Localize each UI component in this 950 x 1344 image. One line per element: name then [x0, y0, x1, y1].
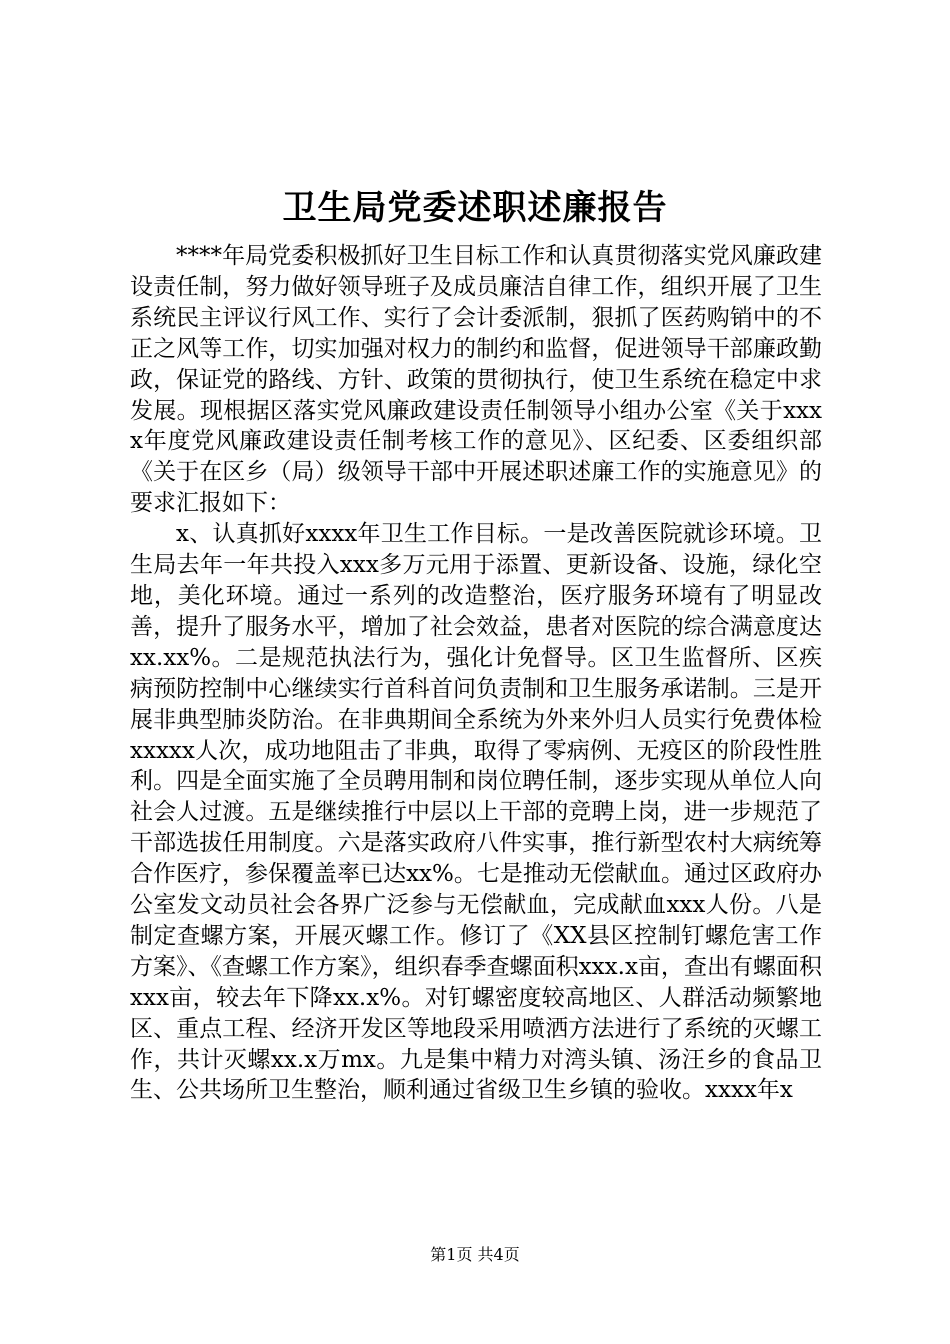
- document-body: [130, 241, 822, 1106]
- document-title: 卫生局党委述职述廉报告: [282, 188, 668, 228]
- page-number-footer: 第1页 共4页: [430, 1245, 520, 1264]
- paragraph-intro: ****年局党委积极抓好卫生目标工作和认真贯彻落实党风廉政建设责任制，努力做好领导班子及成员廉洁自律工作，组织开展了卫生系统民主评议行风工作、实行了会计委派制，狠抓了医药购销中的不正之风等工作，切实加强对权力的制约和监督，促进领导干部廉政勤政，保证党的路线、方针、政策的贯彻执行，使卫生系统在稳定中求发展。现根据区落实党风廉政建设责任制领导小组办公室《关于xxxx年度党风廉政建设责任制考核工作的意见》、区纪委、区委组织部《关于在区乡（局）级领导干部中开展述职述廉工作的实施意见》的要求汇报如下：: [130, 243, 822, 517]
- paragraph-section-1: x、认真抓好xxxx年卫生工作目标。一是改善医院就诊环境。卫生局去年一年共投入xxx多万元用于添置、更新设备、设施，绿化空地，美化环境。通过一系列的改造整治，医疗服务环境有了明显改善，提升了服务水平，增加了社会效益，患者对医院的综合满意度达xx.xx%。二是规范执法行为，强化计免督导。区卫生监督所、区疾病预防控制中心继续实行首科首问负责制和卫生服务承诺制。三是开展非典型肺炎防治。在非典期间全系统为外来外归人员实行免费体检xxxxx人次，成功地阻击了非典，取得了零病例、无疫区的阶段性胜利。四是全面实施了全员聘用制和岗位聘任制，逐步实现从单位人向社会人过渡。五是继续推行中层以上干部的竞聘上岗，进一步规范了干部选拔任用制度。六是落实政府八件实事，推行新型农村大病统筹合作医疗，参保覆盖率已达xx%。七是推动无偿献血。通过区政府办公室发文动员社会各界广泛参与无偿献血，完成献血xxx人份。八是制定查螺方案，开展灭螺工作。修订了《XX县区控制钉螺危害工作方案》、《查螺工作方案》，组织春季查螺面积xxx.x亩，查出有螺面积xxx亩，较去年下降xx.x%。对钉螺密度较高地区、人群活动频繁地区、重点工程、经济开发区等地段采用喷洒方法进行了系统的灭螺工作，共计灭螺xx.x万mx。九是集中精力对湾头镇、汤汪乡的食品卫生、公共场所卫生整治，顺利通过省级卫生乡镇的验收。xxxx年x: [130, 521, 822, 1104]
